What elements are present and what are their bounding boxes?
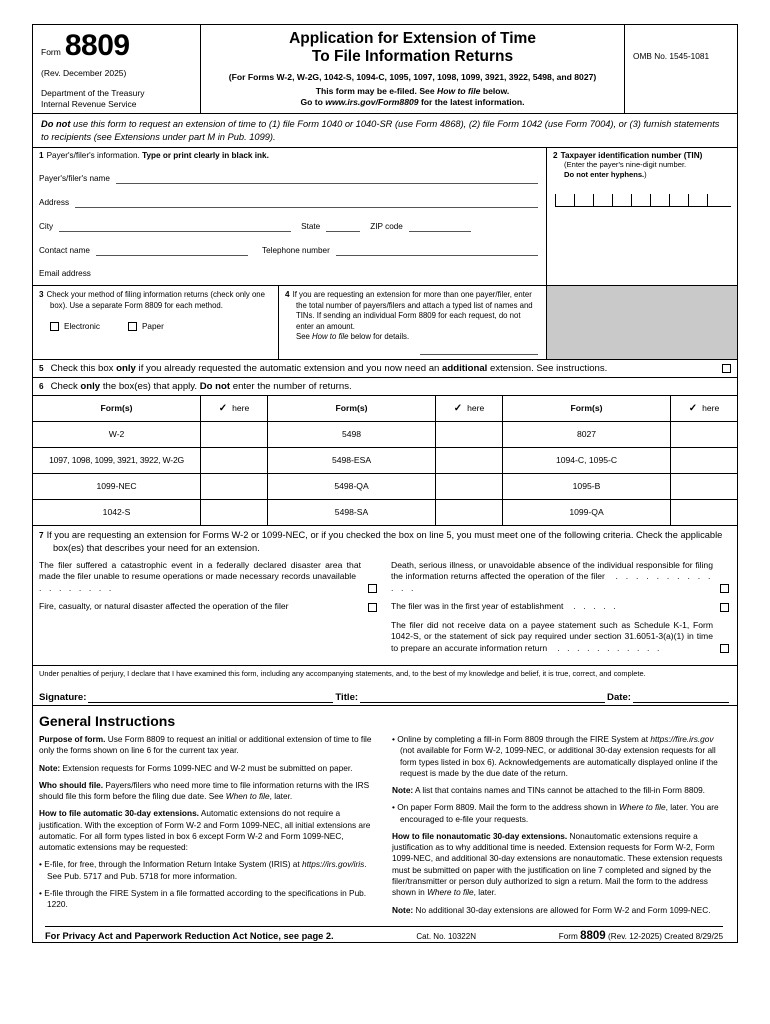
signature-label: Signature: — [39, 691, 87, 703]
general-instructions — [33, 706, 737, 942]
table-header-row — [33, 396, 737, 422]
criterion-row — [39, 560, 377, 594]
col-header-check-1 — [201, 396, 268, 422]
form-header — [33, 25, 737, 114]
bullet-body: • On paper Form 8809. Mail the form to the address shown in — [392, 802, 620, 813]
city-label: City — [39, 222, 54, 232]
instruction-paragraph — [392, 905, 729, 916]
bullet-italic-url[interactable]: https://irs.gov/iris — [302, 859, 365, 870]
form-checkbox-cell[interactable] — [436, 421, 503, 447]
col-header-forms-3: Form(s) — [502, 396, 670, 422]
line-4-multiple-payers — [279, 286, 547, 359]
form-title-line-2: To File Information Returns — [311, 48, 514, 66]
instructions-columns — [39, 713, 729, 922]
form-cell: 5498-QA — [268, 473, 436, 499]
title-input[interactable] — [360, 689, 605, 703]
form-cell: 5498-SA — [268, 499, 436, 525]
form-cell: W-2 — [33, 421, 201, 447]
line-1-heading-bold: Type or print clearly in black ink. — [142, 151, 269, 161]
col-header-check-2 — [436, 396, 503, 422]
line-4-see-italic: How to file — [312, 332, 349, 342]
contact-phone-row — [39, 244, 538, 256]
check-glyph-2: ✓ — [453, 402, 463, 414]
form-revision-date: (Rev. December 2025) — [41, 68, 127, 78]
paragraph-heading: Purpose of form. — [39, 733, 106, 744]
state-input[interactable] — [326, 220, 360, 232]
email-field-row — [39, 268, 538, 279]
criterion-checkbox[interactable] — [368, 584, 377, 593]
tin-instruction-2 — [553, 170, 731, 179]
paragraph-body: Automatic extensions do not require a justification. With the exception of Form W-2 and Form 1099-NEC, all initial extensions are automatic. For all form types listed in box 6 except Form W-2 and Form 1099-NEC, automatic extensions may be requested: — [39, 808, 371, 853]
paragraph-italic: When to file — [225, 791, 270, 802]
efile-note — [205, 86, 620, 96]
line-5-additional-extension — [33, 360, 737, 378]
line-7-columns — [39, 560, 729, 661]
line-3-4-shaded-area — [547, 286, 737, 359]
city-state-zip-row — [39, 220, 538, 232]
form-cell: 1099-NEC — [33, 473, 201, 499]
line-1-and-2 — [33, 148, 737, 286]
state-label: State — [301, 222, 321, 232]
form-8809 — [32, 24, 738, 943]
criterion-row — [391, 601, 729, 612]
form-cell: 1042-S — [33, 499, 201, 525]
form-title-line-1: Application for Extension of Time — [289, 30, 536, 47]
table-row — [33, 447, 737, 473]
form-word-label: Form — [41, 47, 61, 57]
do-not-bold: Do not — [41, 119, 71, 130]
telephone-label: Telephone number — [261, 246, 330, 256]
address-label: Address — [39, 198, 70, 208]
form-cell: 1099-QA — [502, 499, 670, 525]
line-5-checkbox[interactable] — [722, 364, 731, 373]
perjury-statement: Under penalties of perjury, I declare that I have examined this form, including any accompanying statements, and, to the best of my knowledge and belief, it is true, correct, and complete. — [39, 668, 646, 678]
form-checkbox-cell[interactable] — [671, 473, 737, 499]
payer-name-label: Payer's/filer's name — [39, 174, 110, 184]
line-1-heading — [39, 151, 538, 160]
email-input[interactable] — [97, 268, 538, 279]
form-checkbox-cell[interactable] — [201, 447, 268, 473]
line-5-p1: Check this box — [50, 362, 117, 374]
criterion-body: The filer did not receive data on a payee statement such as Schedule K-1, Form 1042-S, or the statement of sick pay required under section 31.6051-3(a)(1) in time to prepare an accurate information return — [391, 619, 713, 653]
paragraph-italic: Where to file — [427, 887, 474, 898]
form-checkbox-cell[interactable] — [671, 447, 737, 473]
criterion-text — [391, 560, 713, 594]
paragraph-body: A list that contains names and TINs cannot be attached to the fill-in Form 8809. — [413, 785, 705, 796]
footer-form-word: Form — [558, 931, 578, 941]
criterion-row — [391, 620, 729, 654]
dept-line-1: Department of the Treasury — [41, 88, 145, 98]
signature-block — [33, 683, 737, 706]
line-3-text — [39, 289, 272, 311]
line-6-p3: enter the number of returns. — [230, 380, 352, 392]
criterion-text — [391, 620, 713, 654]
line-6-p2: the box(es) that apply. — [100, 380, 200, 392]
line-3-filing-method — [33, 286, 279, 359]
form-identifier — [41, 31, 194, 61]
electronic-checkbox[interactable] — [50, 322, 59, 331]
instruction-paragraph — [39, 808, 376, 853]
paragraph-heading: Who should file. — [39, 779, 104, 790]
instruction-paragraph — [392, 785, 729, 796]
form-checkbox-cell[interactable] — [201, 473, 268, 499]
line-2-number: 2 — [553, 151, 558, 161]
leader-dots: . . . . . . . . — [39, 571, 361, 593]
tin-tick — [574, 194, 575, 206]
paragraph-heading: Note: — [392, 904, 414, 915]
tin-tick — [650, 194, 651, 206]
col-header-check-3 — [671, 396, 737, 422]
line-7-left-column — [39, 560, 377, 661]
line-6-p1: Check — [50, 380, 81, 392]
instruction-paragraph — [392, 831, 729, 899]
criterion-checkbox[interactable] — [720, 603, 729, 612]
bullet-tail: (not available for Form W-2, 1099-NEC, or additional 30-day extension requests for all form types listed in box 6). Acknowledgements are automatically displayed online if the request is made by the due date of the return. — [400, 745, 718, 778]
form-cell: 5498 — [268, 421, 436, 447]
zip-label: ZIP code — [370, 222, 403, 232]
line-7-criteria — [33, 526, 737, 666]
line-6-only-bold: only — [80, 380, 101, 392]
form-number: 8809 — [64, 29, 130, 62]
city-input[interactable] — [59, 220, 291, 232]
line-7-intro-text: If you are requesting an extension for Forms W-2 or 1099-NEC, or if you checked the box on line 5, you must meet one of the following criteria. Check the applicable box(es) that describes your need for an extension. — [46, 529, 723, 553]
bullet-tail: . See Pub. 5717 and Pub. 5718 for more information. — [47, 859, 367, 881]
privacy-act-notice: For Privacy Act and Paperwork Reduction Act Notice, see page 2. — [45, 930, 334, 941]
check-glyph-1: ✓ — [218, 402, 228, 414]
tin-baseline — [555, 206, 731, 207]
paragraph-heading: How to file automatic 30-day extensions. — [39, 808, 199, 819]
instruction-bullet — [392, 734, 729, 779]
filing-method-options — [39, 322, 272, 331]
check-here-label-2: here — [467, 402, 485, 413]
criterion-text — [39, 560, 361, 594]
website-url[interactable]: www.irs.gov/Form8809 — [325, 96, 419, 107]
efile-note-italic: How to file — [437, 85, 481, 96]
form-checkbox-cell[interactable] — [201, 421, 268, 447]
bullet-italic-url[interactable]: https://fire.irs.gov — [650, 733, 714, 744]
col-header-forms-1: Form(s) — [33, 396, 201, 422]
criterion-body: Fire, casualty, or natural disaster affected the operation of the filer — [39, 601, 289, 612]
bullet-italic: Where to file — [619, 802, 666, 813]
website-note — [205, 97, 620, 107]
electronic-option[interactable] — [50, 322, 100, 331]
table-row — [33, 473, 737, 499]
line-6-text — [51, 381, 352, 392]
date-input[interactable] — [633, 689, 729, 703]
instruction-paragraph — [39, 734, 376, 757]
line-4-see-post: below for details. — [348, 332, 410, 342]
zip-input[interactable] — [409, 220, 471, 232]
telephone-input[interactable] — [336, 244, 538, 256]
line-2-heading-text: Taxpayer identification number (TIN) — [560, 151, 703, 161]
tin-instruction-1: (Enter the payer's nine-digit number. — [564, 160, 687, 170]
check-here-label-3: here — [702, 402, 720, 413]
line-4-see-note — [285, 332, 538, 343]
line-5-text — [51, 363, 722, 374]
bullet-body: • Online by completing a fill-in Form 8809 through the FIRE System at — [392, 733, 651, 744]
line-4-see-pre: See — [296, 332, 313, 342]
check-glyph-3: ✓ — [688, 402, 698, 414]
line-4-body: If you are requesting an extension for more than one payer/filer, enter the total number of payers/filers and attach a typed list of names and TINs. If sending an individual Form 8809 for each request, do not enter an amount. — [292, 290, 533, 331]
line-5-p2: if you already requested the automatic extension and you now need an — [135, 362, 443, 374]
tin-digit-separators — [555, 193, 731, 206]
do-not-use-notice — [33, 114, 737, 148]
line-6-number: 6 — [39, 381, 44, 391]
criterion-checkbox[interactable] — [368, 603, 377, 612]
column-top-spacer — [392, 713, 729, 734]
footer-revision: (Rev. 12-2025) Created 8/29/25 — [608, 931, 723, 941]
address-field-row — [39, 196, 538, 208]
paragraph-tail: , later. — [269, 791, 293, 802]
tin-tick — [593, 194, 594, 206]
line-7-intro — [39, 529, 729, 554]
line-1-heading-plain: Payer's/filer's information. — [46, 151, 143, 161]
form-checkbox-cell[interactable] — [671, 421, 737, 447]
form-checkbox-cell[interactable] — [436, 499, 503, 525]
paragraph-body: No additional 30-day extensions are allowed for Form W-2 and Form 1099-NEC. — [413, 904, 711, 915]
issuing-agency — [41, 88, 194, 109]
form-checkbox-cell[interactable] — [436, 447, 503, 473]
tin-entry-box[interactable] — [553, 193, 731, 207]
omb-number: OMB No. 1545-1081 — [633, 51, 710, 61]
line-3-and-4 — [33, 286, 737, 360]
payer-name-input[interactable] — [116, 172, 538, 184]
tin-tick — [669, 194, 670, 206]
line-5-only-bold: only — [116, 362, 136, 374]
table-row — [33, 499, 737, 525]
line-5-p3: extension. See instructions. — [487, 362, 608, 374]
tin-tick — [555, 194, 556, 206]
bullet-body: • E-file through the FIRE System in a file formatted according to the specifications in Pub. 1220. — [39, 888, 367, 910]
efile-note-pre: This form may be e-filed. See — [315, 85, 438, 96]
line-3-number: 3 — [39, 290, 44, 300]
do-not-text: use this form to request an extension of time to (1) file Form 1040 or 1040-SR (use Form 4868), (2) file Form 1042 (use Form 7004), or (3) furnish statements to recipients (see Extensions under part M in Pub. 1099). — [41, 119, 720, 142]
criterion-row — [391, 560, 729, 594]
tin-no-hyphens-bold: Do not enter hyphens. — [564, 169, 645, 179]
tin-tick — [612, 194, 613, 206]
line-2-tin — [547, 148, 737, 285]
footer-form-identifier — [559, 930, 723, 942]
instruction-bullet — [392, 802, 729, 825]
check-here-label-1: here — [232, 402, 250, 413]
line-6-instruction — [33, 378, 737, 396]
website-note-post: for the latest information. — [418, 96, 525, 107]
bullet-body: • E-file, for free, through the Information Return Intake System (IRIS) at — [39, 859, 302, 870]
paper-label: Paper — [141, 322, 164, 332]
dept-line-2: Internal Revenue Service — [41, 98, 137, 109]
line-4-number: 4 — [285, 290, 290, 300]
paragraph-heading: Note: — [392, 785, 414, 796]
form-cell: 8027 — [502, 421, 670, 447]
leader-dots: . . . . . . . . . . . . . — [391, 571, 713, 593]
header-title-block — [201, 25, 625, 113]
catalog-number: Cat. No. 10322N — [416, 931, 476, 941]
electronic-label: Electronic — [64, 322, 100, 332]
instruction-bullet — [39, 888, 376, 911]
signature-input[interactable] — [88, 689, 333, 703]
tin-tick — [631, 194, 632, 206]
date-label: Date: — [607, 691, 632, 703]
contact-name-input[interactable] — [96, 244, 248, 256]
omb-block — [625, 25, 737, 113]
paper-checkbox[interactable] — [128, 322, 137, 331]
form-checkbox-cell[interactable] — [671, 499, 737, 525]
line-1-number: 1 — [39, 151, 44, 161]
tin-tick — [688, 194, 689, 206]
criterion-text — [39, 601, 361, 612]
paragraph-heading: Note: — [39, 762, 61, 773]
form-checkbox-cell[interactable] — [436, 473, 503, 499]
instructions-title: General Instructions — [39, 712, 176, 729]
paragraph-heading: How to file nonautomatic 30-day extensions. — [392, 830, 568, 841]
form-footer — [45, 926, 723, 942]
table-row — [33, 421, 737, 447]
line-5-additional-bold: additional — [442, 362, 488, 374]
website-note-pre: Go to — [300, 96, 326, 107]
criterion-body: Death, serious illness, or unavoidable absence of the individual responsible for filing the information returns affected the operation of the filer — [391, 560, 713, 582]
email-label: Email address — [39, 269, 91, 279]
criterion-checkbox[interactable] — [720, 644, 729, 653]
line-7-number: 7 — [39, 530, 44, 540]
leader-dots: . . . . . . . . . . . — [547, 642, 662, 653]
address-input[interactable] — [75, 196, 538, 208]
paragraph-tail: , later. — [473, 887, 497, 898]
forms-checkbox-table — [33, 396, 737, 526]
form-cell: 1094-C, 1095-C — [502, 447, 670, 473]
instruction-paragraph — [39, 780, 376, 803]
col-header-forms-2: Form(s) — [268, 396, 436, 422]
line-5-number: 5 — [39, 363, 44, 373]
leader-dots: . . . . . — [563, 601, 619, 612]
form-checkbox-cell[interactable] — [201, 499, 268, 525]
paragraph-body: Payers/filers who need more time to file information returns with the IRS should file this form before the filing due date. See — [39, 779, 370, 802]
criterion-body: The filer suffered a catastrophic event in a federally declared disaster area that made the filer unable to resume operations or made necessary records unavailable — [39, 560, 361, 582]
contact-name-label: Contact name — [39, 246, 90, 256]
line-4-count-input[interactable] — [420, 344, 538, 355]
tin-tick — [707, 194, 708, 206]
form-cell: 5498-ESA — [268, 447, 436, 473]
criterion-checkbox[interactable] — [720, 584, 729, 593]
footer-form-number: 8809 — [580, 929, 606, 942]
form-cell: 1095-B — [502, 473, 670, 499]
line-6-donot-bold: Do not — [199, 380, 231, 392]
tin-no-hyphens-tail: ) — [644, 169, 647, 179]
instructions-right-column — [392, 713, 729, 922]
paragraph-body: Nonautomatic extensions require a justification as to why additional time is needed. Extension requests for Form W-2, Form 1099-NEC, and additional 30-day extensions are nonautomatic. These extension requests must be submitted on paper with the justification on line 7 completed and signed by the filer/transmitter or person duly authorized to sign a return. Mail the form to the address shown in — [392, 830, 723, 898]
form-cell: 1097, 1098, 1099, 3921, 3922, W-2G — [33, 447, 201, 473]
title-label: Title: — [335, 691, 359, 703]
instructions-left-column — [39, 713, 376, 922]
paragraph-body: Use Form 8809 to request an initial or additional extension of time to file only the forms shown on line 6 for the current tax year. — [39, 733, 372, 756]
instruction-bullet — [39, 859, 376, 882]
payer-name-field-row — [39, 172, 538, 184]
bullet-tail: , later. You are encouraged to e-file your requests. — [400, 802, 719, 824]
paper-option[interactable] — [128, 322, 164, 331]
efile-note-post: below. — [480, 85, 510, 96]
criterion-row — [39, 601, 377, 612]
line-2-heading — [553, 151, 731, 160]
line-1-payer-info — [33, 148, 547, 285]
criterion-text — [391, 601, 713, 612]
paragraph-body: Extension requests for Forms 1099-NEC and W-2 must be submitted on paper. — [60, 762, 353, 773]
header-left-block — [33, 25, 201, 113]
line-3-body: Check your method of filing information returns (check only one box). Use a separate Form 8809 for each method. — [46, 290, 265, 310]
form-subtitle: (For Forms W-2, W-2G, 1042-S, 1094-C, 1095, 1097, 1098, 1099, 3921, 3922, 5498, and 8027) — [228, 71, 597, 82]
instruction-paragraph — [39, 763, 376, 774]
line-7-right-column — [391, 560, 729, 661]
line-4-text — [285, 289, 538, 332]
criterion-body: The filer was in the first year of establishment — [391, 601, 564, 612]
